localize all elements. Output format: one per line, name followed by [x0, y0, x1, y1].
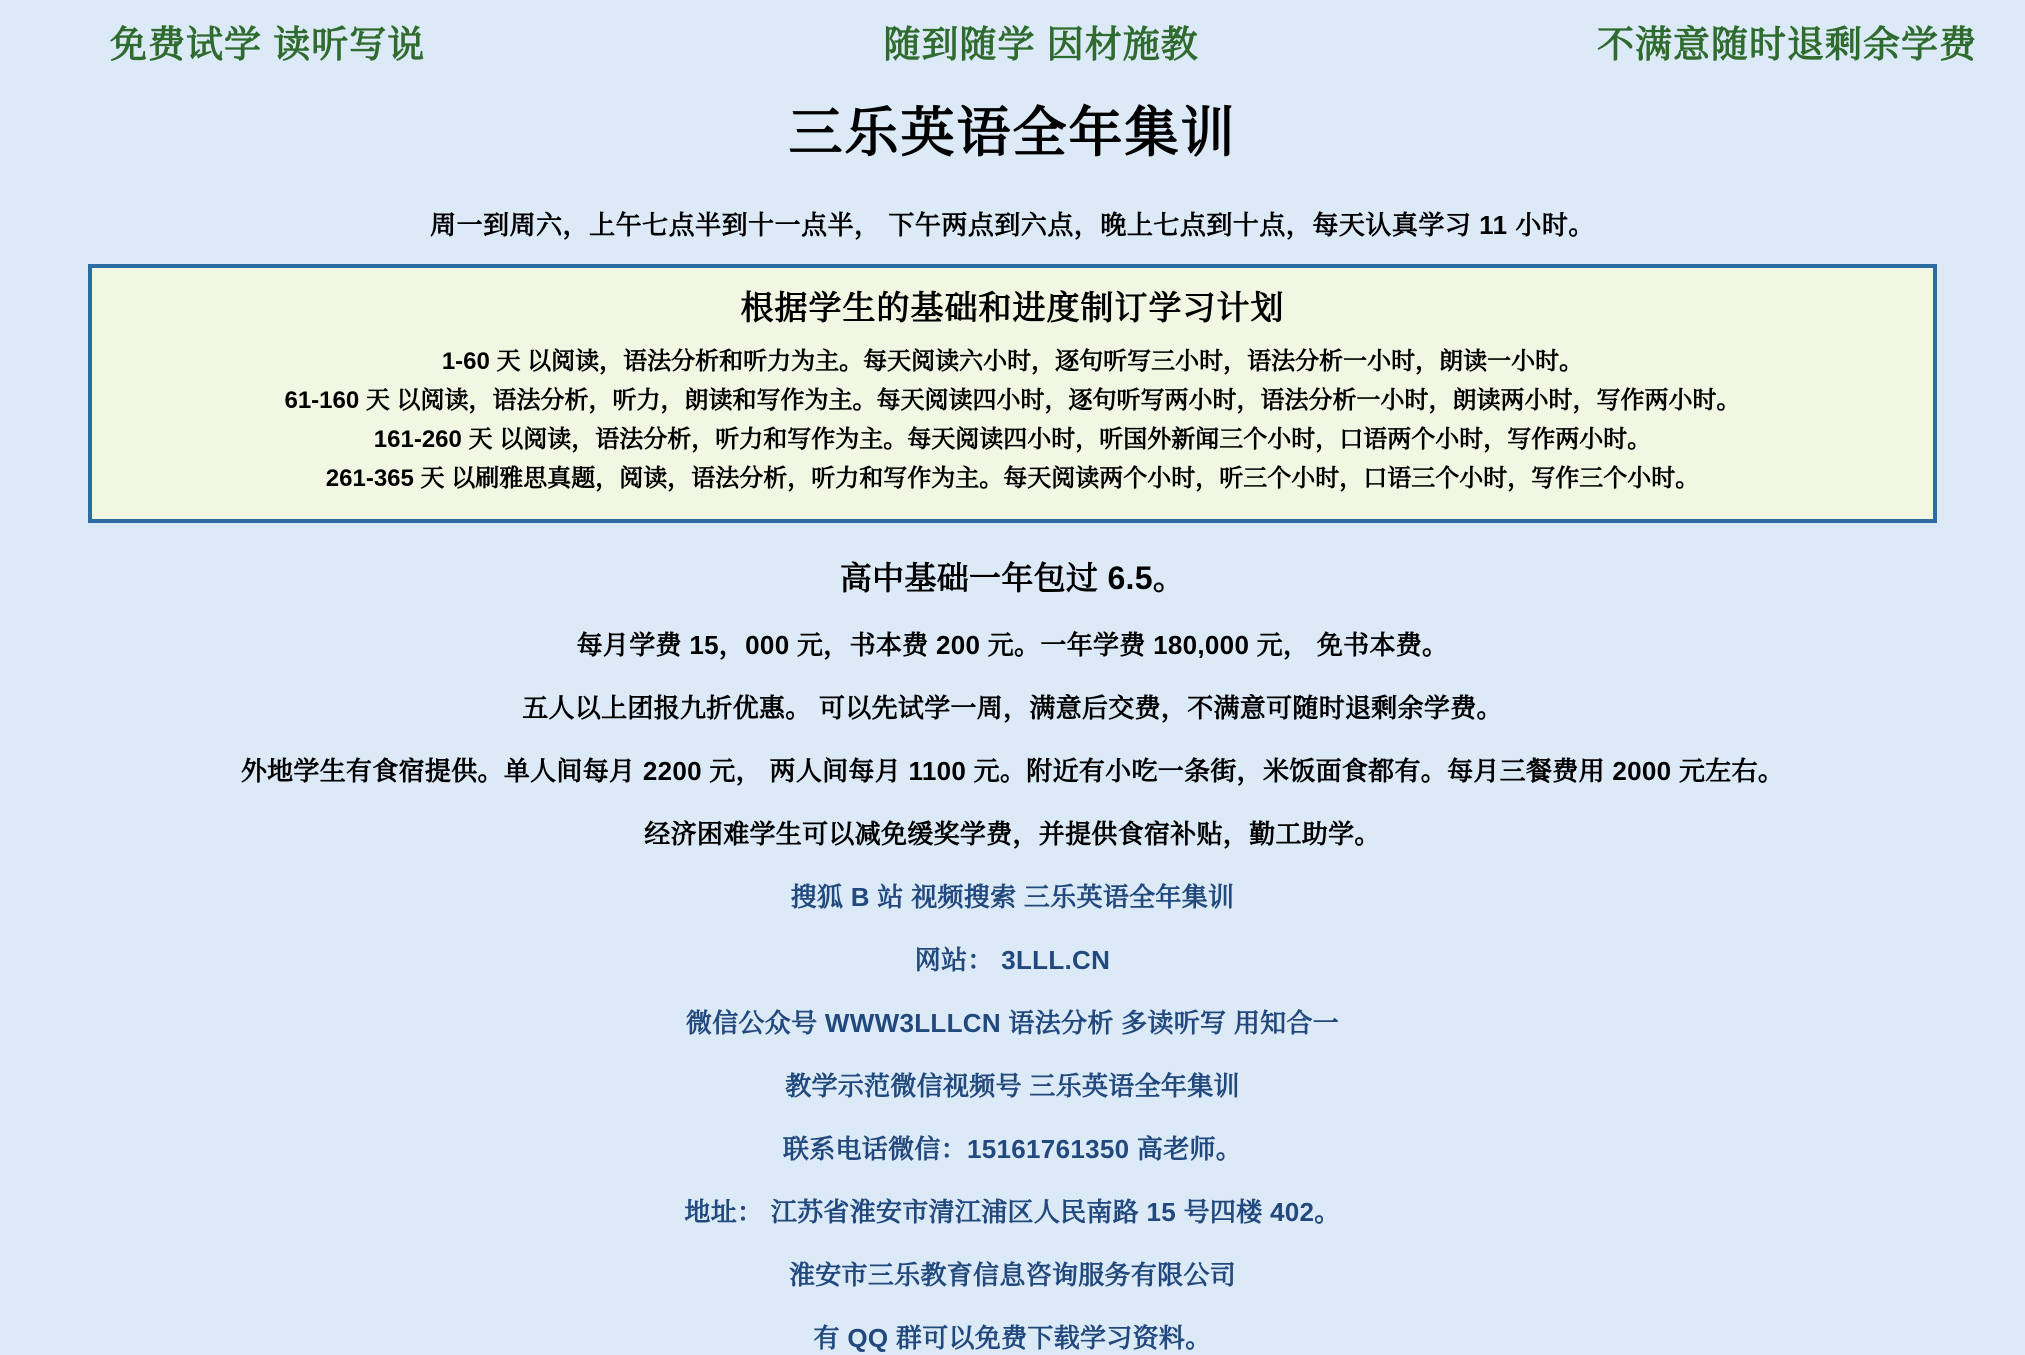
- guarantee-line: 高中基础一年包过 6.5。: [839, 559, 1186, 596]
- contact-company: 淮安市三乐教育信息咨询服务有限公司: [788, 1259, 1237, 1290]
- study-plan-line: 1-60 天 以阅读，语法分析和听力为主。每天阅读六小时，逐句听写三小时，语法分析一小时，朗读一小时。: [441, 348, 1584, 375]
- slogan-row: [0, 0, 2025, 68]
- slogan-refund: 不满意随时退剩余学费: [1597, 24, 1977, 65]
- daily-schedule-line: 周一到周六，上午七点半到十一点半， 下午两点到六点，晚上七点到十点，每天认真学习 11 小时。: [430, 210, 1595, 240]
- study-plan-line: 61-160 天 以阅读，语法分析，听力，朗读和写作为主。每天阅读四小时，逐句听写两小时，语法分析一小时，朗读两小时，写作两小时。: [284, 386, 1741, 414]
- study-plan-line: 261-365 天 以刷雅思真题，阅读，语法分析，听力和写作为主。每天阅读两个小时，听三个小时，口语三个小时，写作三个小时。: [325, 464, 1700, 492]
- contact-wechat-official: 微信公众号 WWW3LLLCN 语法分析 多读听写 用知合一: [685, 1007, 1340, 1038]
- study-plan-box: [88, 264, 1937, 523]
- fee-line-accommodation: 外地学生有食宿提供。单人间每月 2200 元， 两人间每月 1100 元。附近有小吃一条街，米饭面食都有。每月三餐费用 2000 元左右。: [240, 755, 1785, 786]
- fee-line-discount: 五人以上团报九折优惠。 可以先试学一周，满意后交费，不满意可随时退剩余学费。: [522, 692, 1503, 723]
- contact-phone: 联系电话微信：15161761350 高老师。: [782, 1133, 1243, 1164]
- contact-website: 网站： 3LLL.CN: [914, 944, 1111, 975]
- contact-video-search: 搜狐 B 站 视频搜索 三乐英语全年集训: [790, 881, 1235, 912]
- page-title: 三乐英语全年集训: [788, 103, 1237, 163]
- study-plan-line: 161-260 天 以阅读，语法分析，听力和写作为主。每天阅读四小时，听国外新闻三个小时，口语两个小时，写作两小时。: [373, 425, 1652, 453]
- contact-wechat-channel: 教学示范微信视频号 三乐英语全年集训: [785, 1070, 1240, 1101]
- study-plan-title: 根据学生的基础和进度制订学习计划: [740, 289, 1285, 326]
- contact-qq-group: 有 QQ 群可以免费下载学习资料。: [813, 1322, 1212, 1353]
- slogan-flexible-start: 随到随学 因材施教: [883, 24, 1199, 65]
- slogan-free-trial: 免费试学 读听写说: [110, 24, 426, 65]
- contact-address: 地址： 江苏省淮安市清江浦区人民南路 15 号四楼 402。: [684, 1196, 1341, 1227]
- fee-line-tuition: 每月学费 15，000 元，书本费 200 元。一年学费 180,000 元， 免书本费。: [576, 629, 1449, 660]
- fee-line-financial-aid: 经济困难学生可以减免缓奖学费，并提供食宿补贴，勤工助学。: [644, 818, 1381, 849]
